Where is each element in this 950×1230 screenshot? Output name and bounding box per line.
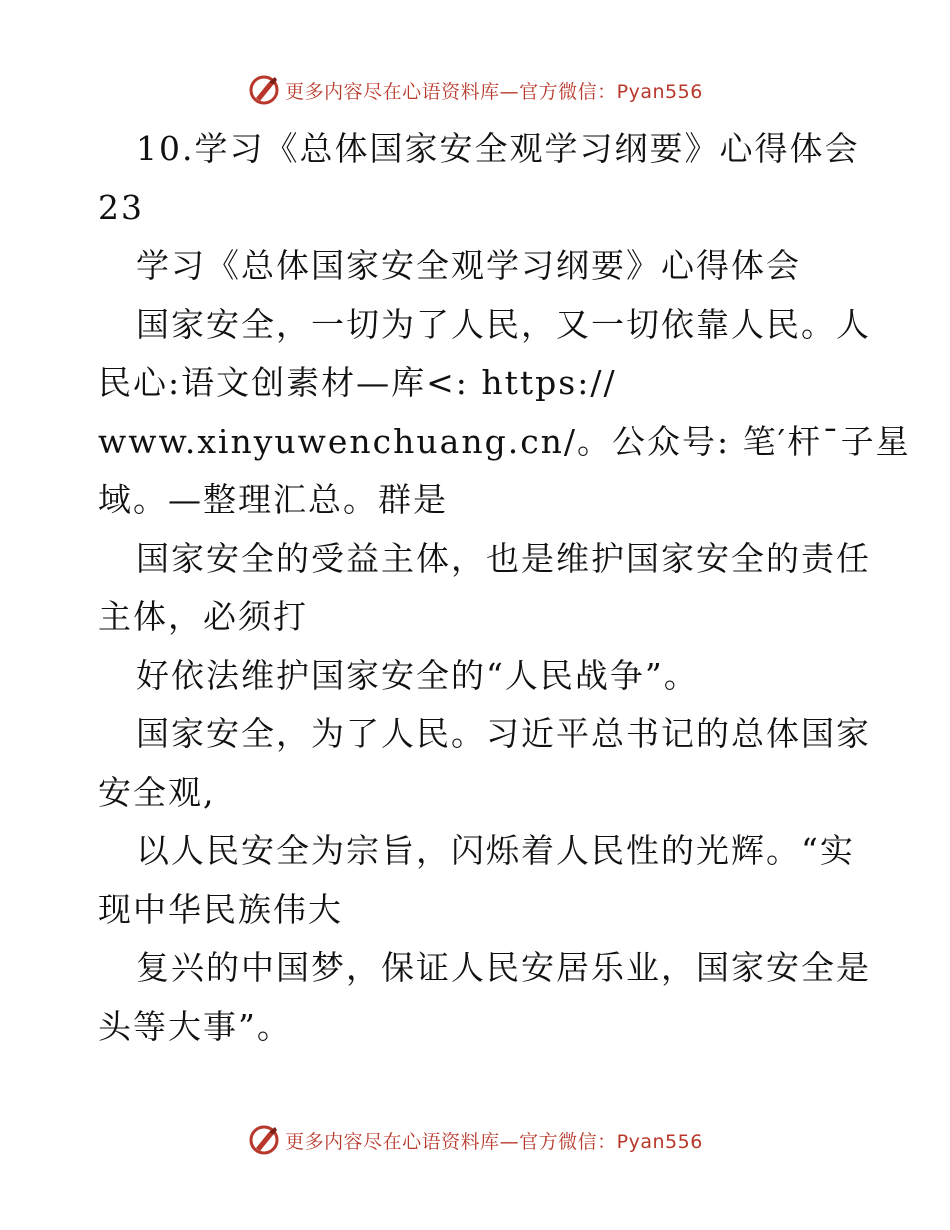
watermark-text: 更多内容尽在心语资料库—官方微信：Pyan556 — [285, 1130, 703, 1153]
text-line: 复兴的中国梦，保证人民安居乐业，国家安全是 — [136, 948, 871, 987]
text-line: 23 — [98, 187, 144, 227]
text-line: 学习《总体国家安全观学习纲要》心得体会 — [136, 246, 801, 285]
header-watermark — [0, 70, 950, 110]
text-line: 国家安全，为了人民。习近平总书记的总体国家 — [136, 714, 871, 753]
text-line: 安全观, — [98, 772, 216, 812]
pen-nib-logo-icon — [247, 73, 281, 107]
text-line: 以人民安全为宗旨，闪烁着人民性的光辉。“实 — [136, 831, 855, 870]
watermark-text: 更多内容尽在心语资料库—官方微信：Pyan556 — [285, 80, 703, 103]
text-line: 域。—整理汇总。群是 — [98, 480, 448, 519]
text-line: 主体，必须打 — [98, 597, 308, 636]
text-line: 好依法维护国家安全的“人民战争”。 — [136, 655, 699, 695]
footer-watermark — [0, 1120, 950, 1160]
text-line: 国家安全，一切为了人民，又一切依靠人民。人 — [136, 304, 871, 344]
text-line: www.xinyuwenchuang.cn/。公众号: 笔′杆¯子星 — [98, 421, 911, 461]
text-line: 头等大事”。 — [98, 1006, 292, 1046]
document-body — [98, 120, 911, 1056]
pen-nib-logo-icon — [247, 1123, 281, 1157]
text-line: 现中华民族伟大 — [98, 889, 343, 929]
text-line: 民心:语文创素材—库<: https:// — [98, 363, 617, 402]
text-line: 国家安全的受益主体，也是维护国家安全的责任 — [136, 538, 871, 578]
text-line: 10.学习《总体国家安全观学习纲要》心得体会 — [136, 129, 860, 168]
